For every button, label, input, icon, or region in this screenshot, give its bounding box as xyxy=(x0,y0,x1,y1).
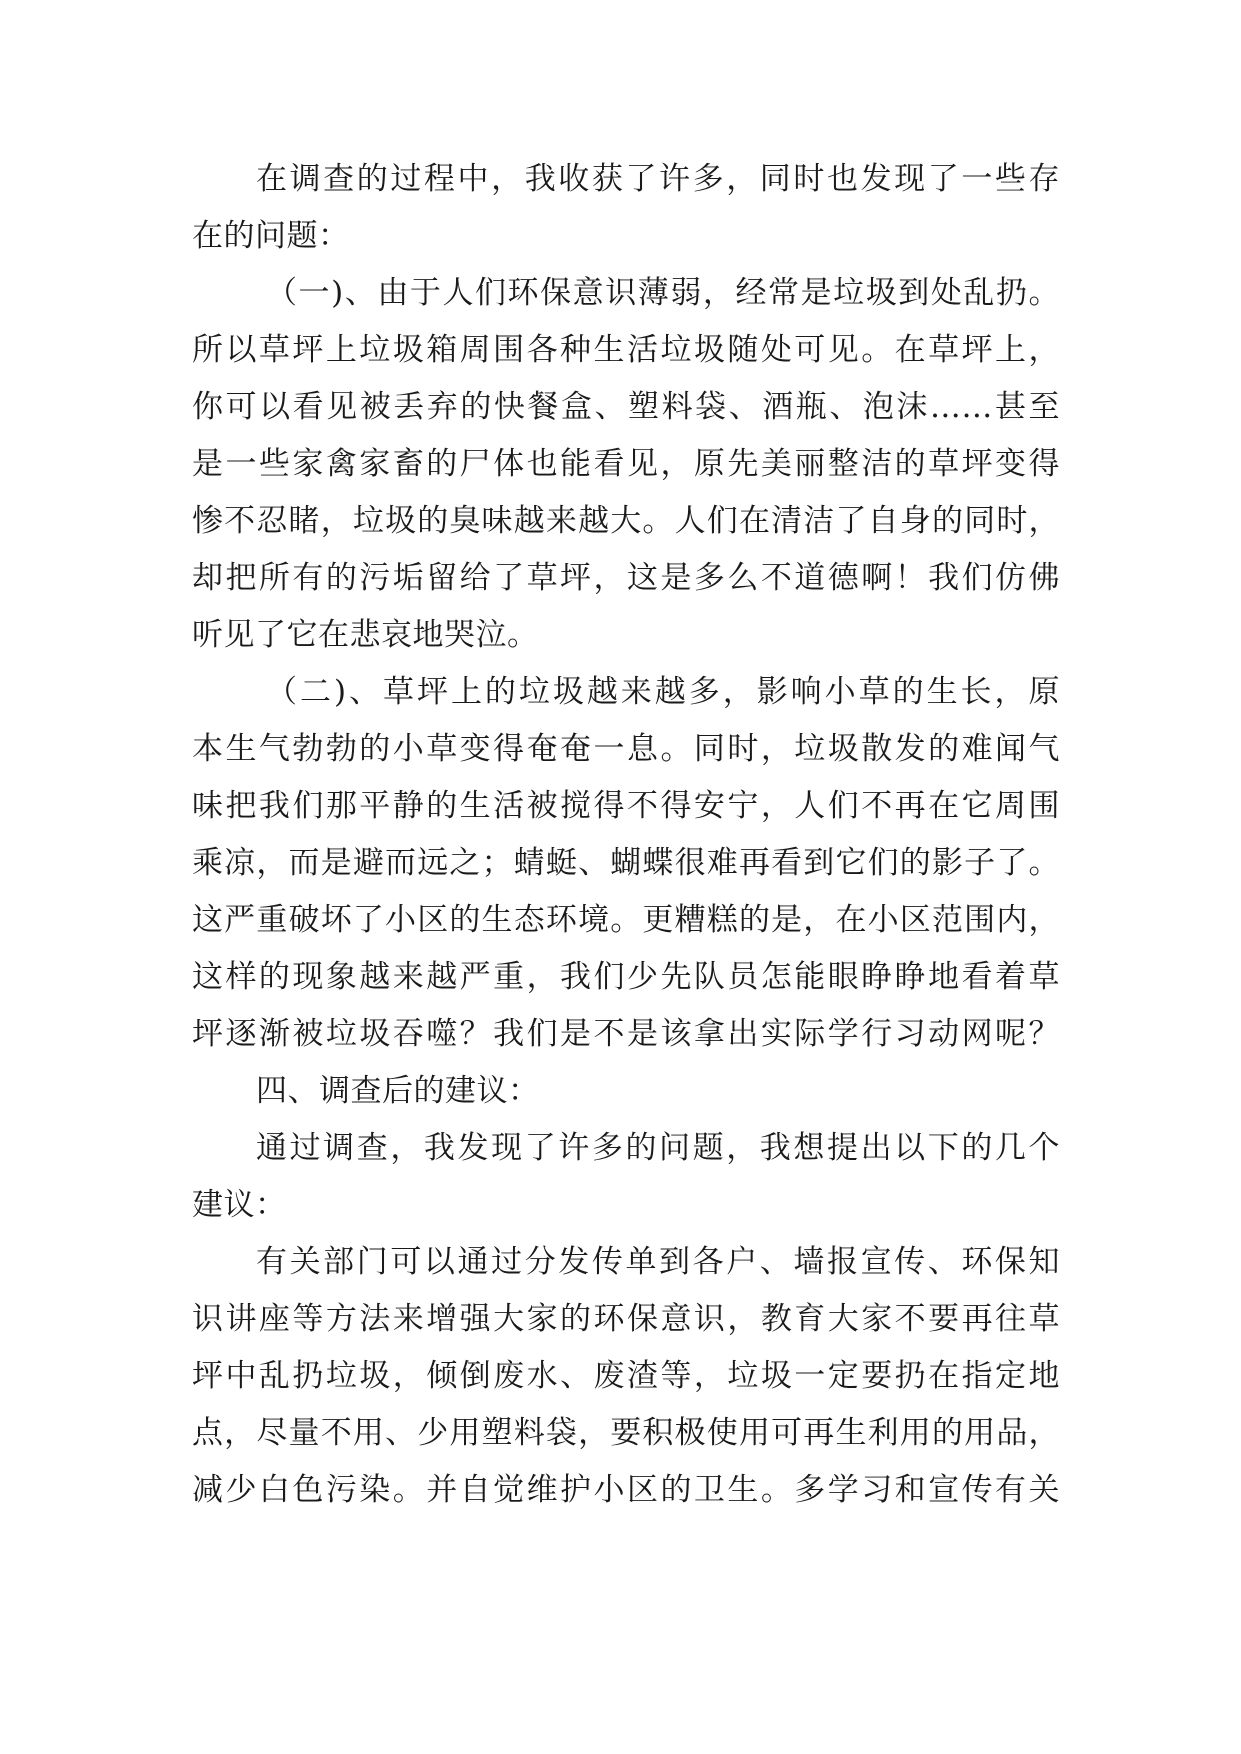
text-line: 识讲座等方法来增强大家的环保意识，教育大家不要再往草 xyxy=(192,1301,1060,1337)
text-line: 通过调查，我发现了许多的问题，我想提出以下的几个 xyxy=(256,1130,1060,1166)
paragraph xyxy=(192,151,1060,265)
paragraph xyxy=(192,1120,1060,1234)
text-line: 坪逐渐被垃圾吞噬？我们是不是该拿出实际学行习动网呢？ xyxy=(192,1016,1060,1052)
text-line: 建议： xyxy=(192,1187,287,1223)
text-line: 有关部门可以通过分发传单到各户、墙报宣传、环保知 xyxy=(256,1244,1060,1280)
text-line: 在的问题： xyxy=(192,218,350,254)
paragraph xyxy=(192,664,1060,1063)
text-line: 却把所有的污垢留给了草坪，这是多么不道德啊！我们仿佛 xyxy=(192,560,1060,596)
text-line: 味把我们那平静的生活被搅得不得安宁，人们不再在它周围 xyxy=(192,788,1060,824)
text-line: 是一些家禽家畜的尸体也能看见，原先美丽整洁的草坪变得 xyxy=(192,446,1060,482)
paragraph xyxy=(192,1063,1060,1120)
text-line: 这样的现象越来越严重，我们少先队员怎能眼睁睁地看着草 xyxy=(192,959,1060,995)
text-line: 坪中乱扔垃圾，倾倒废水、废渣等，垃圾一定要扔在指定地 xyxy=(192,1358,1060,1394)
text-line: 减少白色污染。并自觉维护小区的卫生。多学习和宣传有关 xyxy=(192,1472,1060,1508)
text-line: 在调查的过程中，我收获了许多，同时也发现了一些存 xyxy=(256,161,1060,197)
text-line: 点，尽量不用、少用塑料袋，要积极使用可再生利用的用品， xyxy=(192,1415,1060,1451)
paragraph xyxy=(192,265,1060,664)
text-line: 本生气勃勃的小草变得奄奄一息。同时，垃圾散发的难闻气 xyxy=(192,731,1060,767)
text-line: 听见了它在悲哀地哭泣。 xyxy=(192,617,539,653)
text-line: 所以草坪上垃圾箱周围各种生活垃圾随处可见。在草坪上， xyxy=(192,332,1060,368)
text-line: 四、调查后的建议： xyxy=(256,1073,540,1109)
document-body xyxy=(192,151,1060,1519)
text-line: 乘凉，而是避而远之；蜻蜓、蝴蝶很难再看到它们的影子了。 xyxy=(192,845,1060,881)
text-line: （一)、由于人们环保意识薄弱，经常是垃圾到处乱扔。 xyxy=(266,275,1060,311)
text-line: 惨不忍睹，垃圾的臭味越来越大。人们在清洁了自身的同时， xyxy=(192,503,1060,539)
text-line: 你可以看见被丢弃的快餐盒、塑料袋、酒瓶、泡沫……甚至 xyxy=(192,389,1060,425)
paragraph xyxy=(192,1234,1060,1519)
text-line: （二)、草坪上的垃圾越来越多，影响小草的生长，原 xyxy=(266,674,1060,710)
text-line: 这严重破坏了小区的生态环境。更糟糕的是，在小区范围内， xyxy=(192,902,1060,938)
